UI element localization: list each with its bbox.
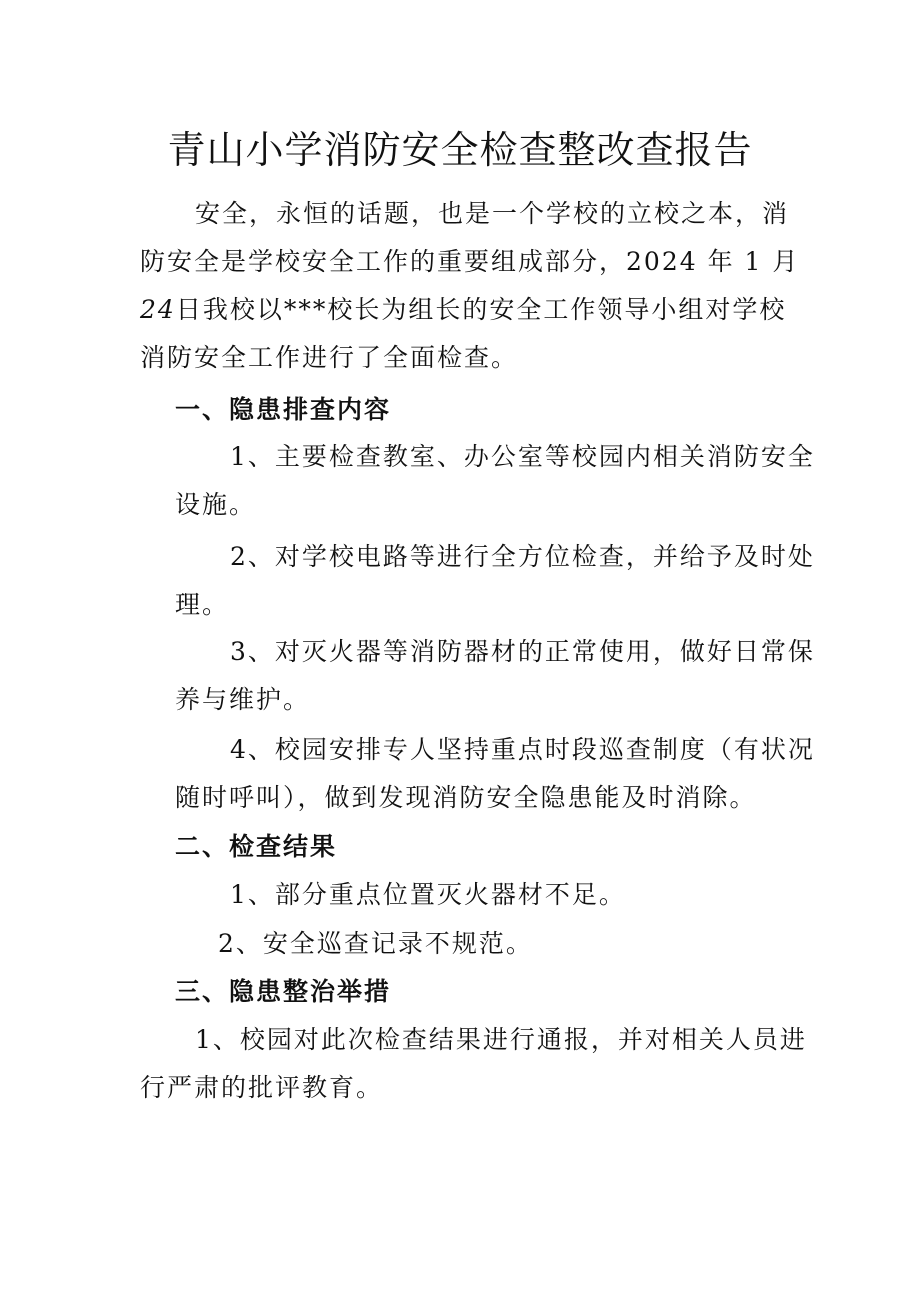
- section-1-item-3-line-2: 养与维护。: [175, 685, 311, 714]
- section-1-item-4-line-1: 4、校园安排专人坚持重点时段巡查制度（有状况: [230, 735, 815, 764]
- intro-line-2: 防安全是学校安全工作的重要组成部分，2024 年 1 月: [140, 247, 800, 276]
- section-1-item-1-line-2: 设施。: [175, 490, 257, 519]
- section-3-item-1: [140, 1016, 807, 1112]
- intro-paragraph: [140, 190, 800, 382]
- section-3-item-1-line-2: 行严肃的批评教育。: [140, 1073, 384, 1102]
- section-1-item-3: [175, 628, 820, 724]
- section-3-item-1-line-1: 1、校园对此次检查结果进行通报，并对相关人员进: [195, 1025, 807, 1054]
- section-1-item-1-line-1: 1、主要检查教室、办公室等校园内相关消防安全: [230, 442, 815, 471]
- section-1-item-4-line-2: 随时呼叫），做到发现消防安全隐患能及时消除。: [175, 783, 757, 812]
- section-2-heading: 二、检查结果: [175, 832, 338, 861]
- intro-line-1: 安全，永恒的话题，也是一个学校的立校之本，消: [195, 199, 790, 228]
- intro-line-3-rest: 日我校以***校长为组长的安全工作领导小组对学校: [175, 295, 787, 324]
- section-3-heading: 三、隐患整治举措: [175, 977, 392, 1006]
- section-1-item-2-line-2: 理。: [175, 590, 230, 619]
- section-1-heading: 一、隐患排查内容: [175, 395, 392, 424]
- intro-date-day: 24: [140, 295, 176, 324]
- section-2-item-2: 2、安全巡查记录不规范。: [218, 929, 533, 958]
- section-1-item-2-line-1: 2、对学校电路等进行全方位检查，并给予及时处: [230, 542, 815, 571]
- section-1-item-2: [175, 533, 820, 629]
- section-2-item-1: 1、部分重点位置灭火器材不足。: [230, 880, 626, 909]
- intro-line-4: 消防安全工作进行了全面检查。: [140, 343, 519, 372]
- document-title: 青山小学消防安全检查整改查报告: [167, 128, 753, 172]
- section-1-item-3-line-1: 3、对灭火器等消防器材的正常使用，做好日常保: [230, 637, 815, 666]
- section-1-item-1: [175, 433, 820, 529]
- intro-line-3: [140, 286, 785, 334]
- section-1-item-4: [175, 726, 820, 822]
